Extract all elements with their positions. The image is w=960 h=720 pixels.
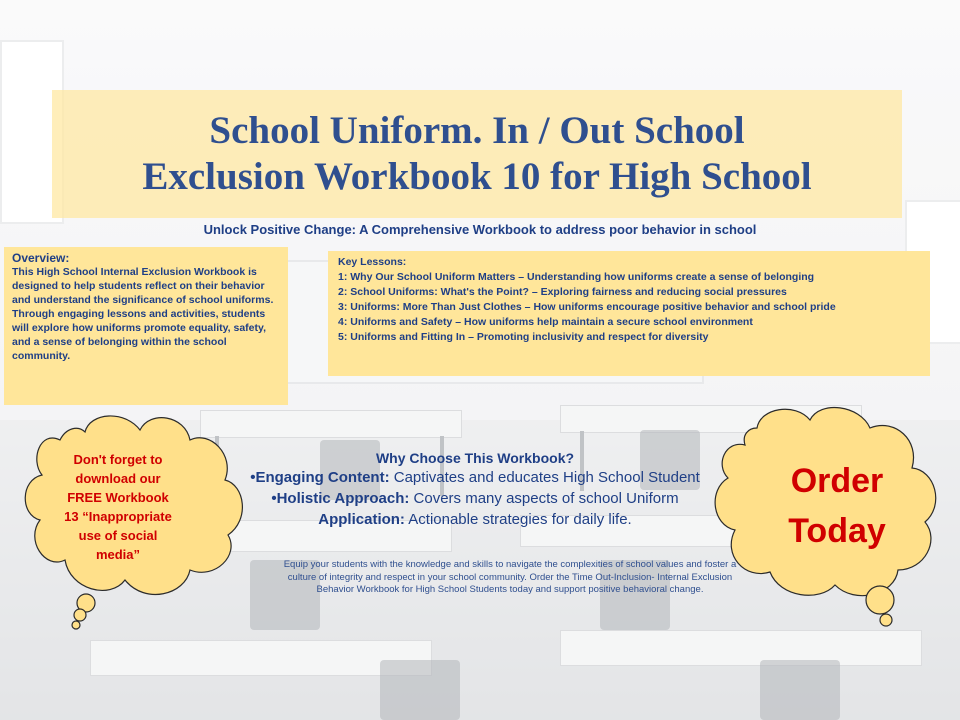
- why-row-label: •Engaging Content:: [250, 469, 390, 486]
- lesson-item: 3: Uniforms: More Than Just Clothes – How uniforms encourage positive behavior and school pride: [338, 301, 836, 313]
- key-lessons-heading: Key Lessons:: [338, 256, 407, 268]
- why-choose-section: [210, 450, 740, 530]
- title-line-1: School Uniform. In / Out School: [209, 109, 745, 152]
- callout-line: media”: [95, 547, 141, 562]
- callout-line: download our: [75, 471, 161, 486]
- subtitle: Unlock Positive Change: A Comprehensive Workbook to address poor behavior in school: [203, 222, 757, 237]
- why-heading: Why Choose This Workbook?: [375, 450, 575, 466]
- order-today-callout[interactable]: [762, 456, 912, 556]
- why-row-text: Covers many aspects of school Uniform: [409, 490, 679, 507]
- overview-text: This High School Internal Exclusion Workbook is designed to help students reflect on their behavior and understand the significance of school uniforms. Through engaging lessons and activities, students will explore how uniforms promote equality, safety, and a sense of belonging within the school community.: [12, 266, 274, 362]
- why-row: [210, 467, 740, 488]
- callout-line: Don't forget to: [73, 452, 163, 467]
- why-row: [210, 509, 740, 530]
- callout-line: FREE Workbook: [67, 490, 169, 505]
- title-line-2: Exclusion Workbook 10 for High School: [142, 155, 812, 198]
- equip-paragraph: Equip your students with the knowledge and skills to navigate the complexities of school values and foster a culture of integrity and respect in your school community. Order the Time Out-Inclusion- Internal Exclusion Behavior Workbook for High School Students today and support positive behavioral change.: [283, 559, 737, 595]
- why-row-text: Actionable strategies for daily life.: [404, 511, 632, 528]
- why-row-label: Application:: [318, 511, 405, 528]
- overview-heading: Overview:: [12, 251, 70, 265]
- free-workbook-callout: [48, 450, 188, 564]
- why-row: [210, 488, 740, 509]
- why-row-label: •Holistic Approach:: [271, 490, 410, 507]
- lesson-item: 1: Why Our School Uniform Matters – Understanding how uniforms create a sense of belonging: [338, 271, 815, 283]
- order-line: Today: [788, 512, 886, 550]
- callout-line: 13 “Inappropriate: [64, 509, 172, 524]
- order-line: Order: [790, 462, 884, 500]
- lesson-item: 5: Uniforms and Fitting In – Promoting inclusivity and respect for diversity: [338, 331, 709, 343]
- why-row-text: Captivates and educates High School Student: [389, 469, 700, 486]
- lesson-item: 4: Uniforms and Safety – How uniforms help maintain a secure school environment: [338, 316, 753, 328]
- lesson-item: 2: School Uniforms: What's the Point? – Exploring fairness and reducing social pressures: [338, 286, 787, 298]
- callout-line: use of social: [78, 528, 158, 543]
